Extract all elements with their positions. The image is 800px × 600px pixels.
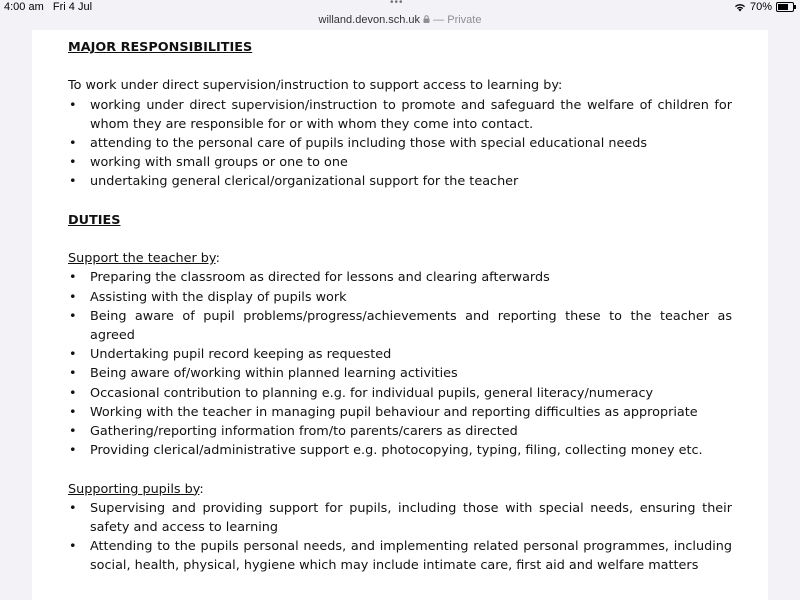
support-teacher-list [68,268,732,460]
battery-icon [776,2,794,12]
list-item: • working under direct supervision/instruction to promote and safeguard the welfare of children for whom they are responsible for or with whom they come into contact. [68,96,732,134]
list-item: • working with small groups or one to one [68,153,732,172]
list-item: • Attending to the pupils personal needs, and implementing related personal programmes, including social, health, physical, hygiene which may include intimate care, first aid and welfare matters [68,537,732,575]
responsibilities-list [68,96,732,192]
duties-heading: DUTIES [68,212,121,228]
list-item: • Occasional contribution to planning e.g. for individual pupils, general literacy/numeracy [68,384,732,403]
battery-percent: 70% [749,1,772,13]
support-pupils-list [68,499,732,576]
list-item: • undertaking general clerical/organizational support for the teacher [68,172,732,191]
url-text: willand.devon.sch.uk [318,14,421,26]
wifi-icon [734,3,746,12]
support-teacher-subheading: Support the teacher by: [68,251,220,267]
list-item: • Assisting with the display of pupils work [68,288,732,307]
major-responsibilities-heading: MAJOR RESPONSIBILITIES [68,40,253,55]
list-item: • Providing clerical/administrative support e.g. photocopying, typing, filing, collecting money etc. [68,441,732,460]
tab-overview-dots[interactable]: ••• [390,0,404,8]
list-item: • Supervising and providing support for pupils, including those with special needs, ensuring their safety and access to learning [68,499,732,537]
list-item: • Preparing the classroom as directed for lessons and clearing afterwards [68,268,732,287]
list-item: • Being aware of/working within planned learning activities [68,364,732,383]
battery-fill [778,4,788,10]
status-time: 4:00 am Fri 4 Jul [4,1,93,13]
list-item: • Gathering/reporting information from/to parents/carers as directed [68,422,732,441]
list-item: • Working with the teacher in managing pupil behaviour and reporting difficulties as appropriate [68,403,732,422]
list-item: • Undertaking pupil record keeping as requested [68,345,732,364]
status-right [734,1,794,13]
lock-icon [423,15,430,23]
support-pupils-subheading: Supporting pupils by: [68,481,204,497]
document-body [68,38,732,576]
responsibilities-intro: To work under direct supervision/instruction to support access to learning by: [68,78,563,94]
list-item: • attending to the personal care of pupils including those with special educational needs [68,134,732,153]
private-label: — Private [433,14,482,26]
document-page[interactable] [32,30,768,600]
address-bar[interactable] [0,14,800,30]
list-item: • Being aware of pupil problems/progress/achievements and reporting these to the teacher as agreed [68,307,732,345]
